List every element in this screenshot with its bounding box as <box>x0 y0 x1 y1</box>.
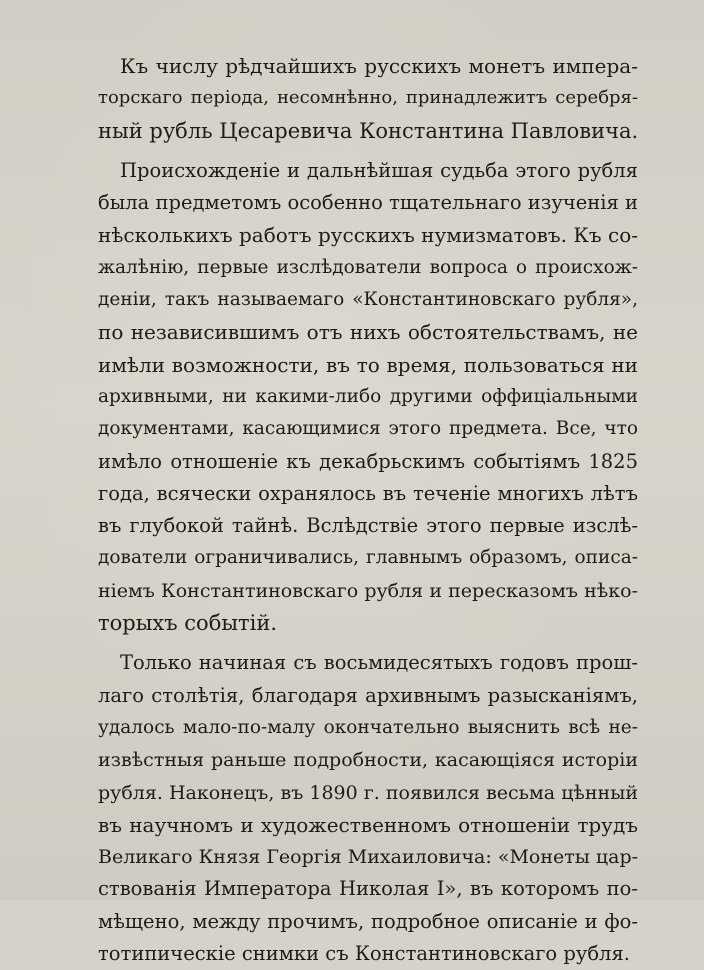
text-line: имѣло отношеніе къ декабрьскимъ событіямъ 1825 <box>98 449 638 473</box>
text-line: документами, касающимися этого предмета. Все, что <box>98 418 638 440</box>
text-line: Великаго Князя Георгія Михаиловича: «Монеты цар- <box>98 846 639 869</box>
text-line: дователи ограничивались, главнымъ образомъ, описа- <box>98 547 638 569</box>
text-line: извѣстныя раньше подробности, касающіяся исторіи <box>98 749 638 772</box>
text-line: торскаго періода, несомнѣнно, принадлежитъ серебря- <box>98 87 638 109</box>
paragraph-1 <box>98 50 638 147</box>
text-line: въ научномъ и художественномъ отношеніи трудъ <box>98 812 638 837</box>
text-line: года, всячески охранялось въ теченіе многихъ лѣтъ <box>98 481 638 505</box>
text-line: тотипическіе снимки съ Константиновскаго рубля. <box>98 942 630 966</box>
text-line: жалѣнію, первые изслѣдователи вопроса о происхож- <box>98 256 638 278</box>
text-line: ствованія Императора Николая I», въ которомъ по- <box>98 877 638 901</box>
text-line: ный рубль Цесаревича Константина Павловича. <box>98 118 639 143</box>
text-line: Происхожденіе и дальнѣйшая судьба этого рубля <box>120 158 638 182</box>
text-line: въ глубокой тайнѣ. Вслѣдствіе этого первые изслѣ- <box>98 514 638 538</box>
text-line: имѣли возможности, въ то время, пользоваться ни <box>98 352 638 377</box>
text-line: рубля. Наконецъ, въ 1890 г. появился весьма цѣнный <box>98 781 638 804</box>
text-line: удалось мало-по-малу окончательно выяснить всѣ не- <box>98 716 638 738</box>
paragraph-3 <box>98 647 638 970</box>
text-line: деніи, такъ называемаго «Константиновскаго рубля», <box>98 289 638 311</box>
text-line: Къ числу рѣдчайшихъ русскихъ монетъ импера- <box>120 54 638 78</box>
text-line: ніемъ Константиновскаго рубля и пересказомъ нѣко- <box>98 579 638 602</box>
paragraph-2 <box>98 155 638 639</box>
text-line: лаго столѣтія, благодаря архивнымъ разысканіямъ, <box>98 683 638 707</box>
text-body <box>98 50 638 970</box>
text-line: была предметомъ особенно тщательнаго изученія и <box>98 191 639 215</box>
paragraph-gap <box>98 147 638 155</box>
text-line: Только начиная съ восьмидесятыхъ годовъ прош- <box>120 651 638 675</box>
text-line: по независившимъ отъ нихъ обстоятельствамъ, не <box>98 320 638 345</box>
text-line: торыхъ событій. <box>98 611 278 636</box>
text-line: нѣсколькихъ работъ русскихъ нумизматовъ. Къ со- <box>98 223 638 248</box>
text-line: мѣщено, между прочимъ, подробное описаніе и фо- <box>98 909 638 933</box>
text-line: архивными, ни какими-либо другими оффиціальными <box>98 385 638 407</box>
paragraph-gap <box>98 639 638 647</box>
